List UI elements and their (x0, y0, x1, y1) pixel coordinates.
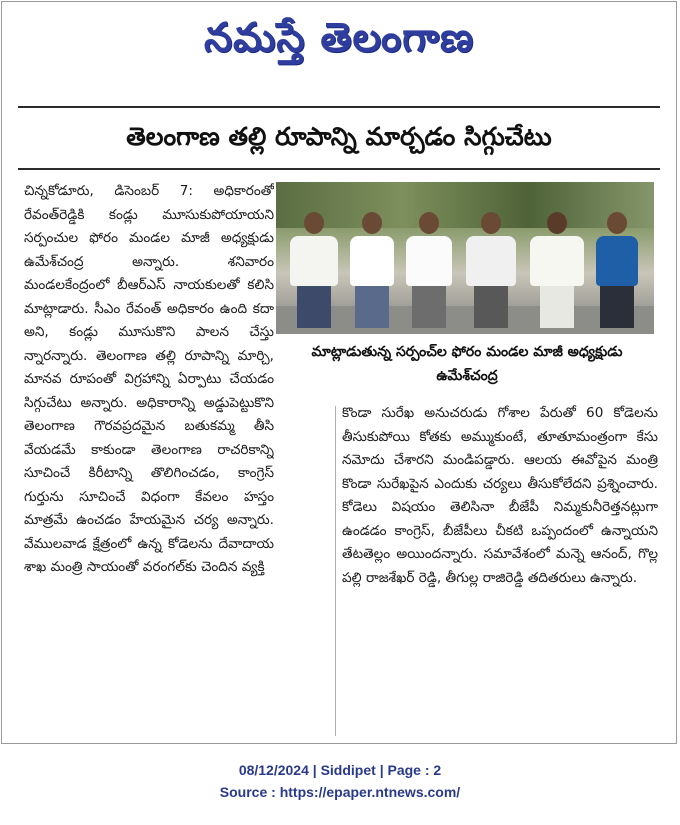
photo-person (290, 212, 338, 328)
photo-person (350, 212, 394, 328)
photo-person (596, 212, 638, 328)
article-body-right: కొండా సురేఖ అనుచరుడు గోశాల పేరుతో 60 కోడెలను తీసుకుపోయి కోతకు అమ్ముకుంటే, తూతూమంత్రంగా కేసు నమోదు చేశారని మండిపడ్డారు. ఆలయ ఈవోపైన మంత్రి కొండా సురేఖపైన ఎందుకు చర్యలు తీసుకోలేదని ప్రశ్నించారు. కోడెలు విషయం తెలిసినా బీజేపీ నిమ్మకునీరెత్తనట్లుగా ఉండడం కాంగ్రెస్, బీజేపీలు చీకటి ఒప్పందంలో ఉన్నాయని తేటతెల్లం అయిందన్నారు. సమావేశంలో మన్నె ఆనంద్, గొల్ల పల్లి రాజశేఖర్ రెడ్డి, తీగుల్ల రాజిరెడ్డి తదితరులు ఉన్నారు. (342, 405, 658, 586)
article-headline: తెలంగాణ తల్లి రూపాన్ని మార్చడం సిగ్గుచేటు (126, 122, 552, 151)
photo-person (406, 212, 452, 328)
column-divider (335, 406, 336, 736)
footer-edition-info: 08/12/2024 | Siddipet | Page : 2 (238, 762, 442, 778)
photo-person (530, 212, 584, 328)
masthead (2, 6, 676, 70)
newspaper-clipping (1, 1, 677, 744)
article-photo (276, 182, 654, 334)
footer-source-link[interactable]: Source : https://epaper.ntnews.com/ (219, 784, 461, 800)
headline-bottom-rule (18, 168, 660, 170)
article-body-left: చిన్నకోడూరు, డిసెంబర్ 7: అధికారంతో రేవంత్‌రెడ్డికి కండ్లు మూసుకుపోయాయని సర్పంచుల ఫోరం మండల మాజీ అధ్యక్షుడు ఉమేశ్‌చంద్ర అన్నారు. శనివారం మండలకేంద్రంలో బీఆర్‌ఎస్ నాయకులతో కలిసి మాట్లాడారు. సీఎం రేవంత్ అధికారం ఉంది కదా అని, కండ్లు మూసుకొని పాలన చేస్తు న్నారన్నారు. తెలంగాణ తల్లి రూపాన్ని మార్చి, మానవ రూపంతో విగ్రహాన్ని ఏర్పాటు చేయడం సిగ్గుచేటు అన్నారు. అధికారాన్ని అడ్డుపెట్టుకొని తెలంగాణ గౌరవప్రదమైన బతుకమ్మ తీసి వేయడమే కాకుండా తెలంగాణ రాచరికాన్ని సూచించే కిరీటాన్ని తొలిగించడం, కాంగ్రెస్ గుర్తును సూచించే విధంగా కేవలం హస్తం మాత్రమే ఉంచడం హేయమైన చర్య అన్నారు. వేములవాడ క్షేత్రంలో ఉన్న కోడెలను దేవాదాయ శాఖ మంత్రి సాయంతో వరంగల్‌కు చెందిన వ్యక్తి (24, 183, 274, 575)
photo-caption: మాట్లాడుతున్న సర్పంచ్‌ల ఫోరం మండల మాజీ అధ్యక్షుడు ఉమేశ్‌చంద్ర (311, 344, 623, 384)
photo-person (466, 212, 516, 328)
article-column-right (342, 402, 658, 742)
article-column-left (24, 180, 274, 740)
newspaper-logo: నమస్తే తెలంగాణ (203, 15, 475, 61)
